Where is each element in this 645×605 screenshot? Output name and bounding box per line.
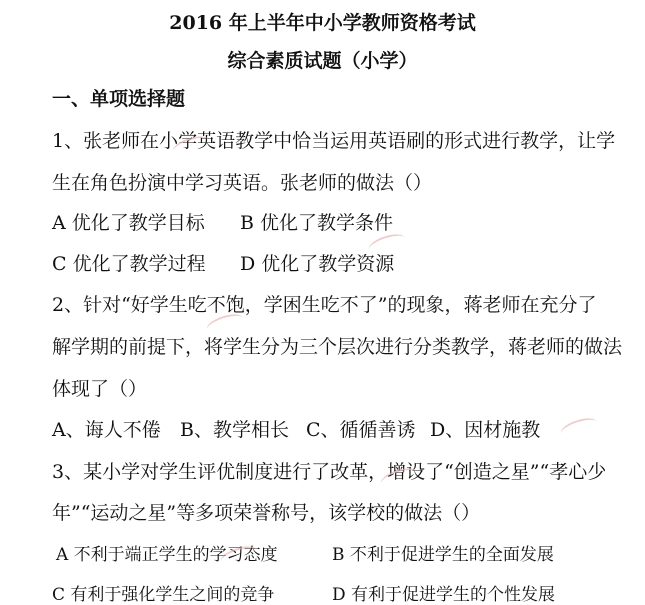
question-3-option-c: C 有利于强化学生之间的竞争	[52, 585, 275, 605]
question-3-line-2: 年”“运动之星”等多项荣誉称号，该学校的做法（）	[52, 502, 481, 524]
question-2-option-d: D、因材施教	[430, 419, 541, 441]
question-1-option-a: A 优化了教学目标	[52, 212, 205, 234]
question-1-option-c: C 优化了教学过程	[52, 253, 206, 275]
question-3-option-a: A 不利于端正学生的学习态度	[56, 545, 278, 565]
question-1-line-1: 1、张老师在小学英语教学中恰当运用英语刷的形式进行教学，让学	[52, 130, 616, 152]
question-2-option-c: C、循循善诱	[306, 419, 416, 441]
section-heading: 一、单项选择题	[52, 88, 186, 110]
question-2-line-3: 体现了（）	[52, 378, 148, 400]
question-3-option-b: B 不利于促进学生的全面发展	[332, 545, 554, 565]
question-3-line-1: 3、某小学对学生评优制度进行了改革，增设了“创造之星”“孝心少	[52, 461, 607, 483]
question-2-option-b: B、教学相长	[180, 419, 289, 441]
question-2-line-1: 2、针对“好学生吃不饱，学困生吃不了”的现象，蒋老师在充分了	[52, 294, 597, 316]
watermark-mark	[558, 415, 599, 442]
question-2-line-2: 解学期的前提下，将学生分为三个层次进行分类教学，蒋老师的做法	[52, 336, 623, 358]
question-1-option-b: B 优化了教学条件	[240, 212, 394, 234]
document-title: 2016 年上半年中小学教师资格考试	[169, 12, 476, 34]
question-1-option-d: D 优化了教学资源	[240, 253, 395, 275]
question-1-line-2: 生在角色扮演中学习英语。张老师的做法（）	[52, 172, 433, 194]
question-3-option-d: D 有利于促进学生的个性发展	[332, 585, 556, 605]
document-subtitle: 综合素质试题（小学）	[227, 50, 418, 72]
question-2-option-a: A、诲人不倦	[52, 419, 161, 441]
